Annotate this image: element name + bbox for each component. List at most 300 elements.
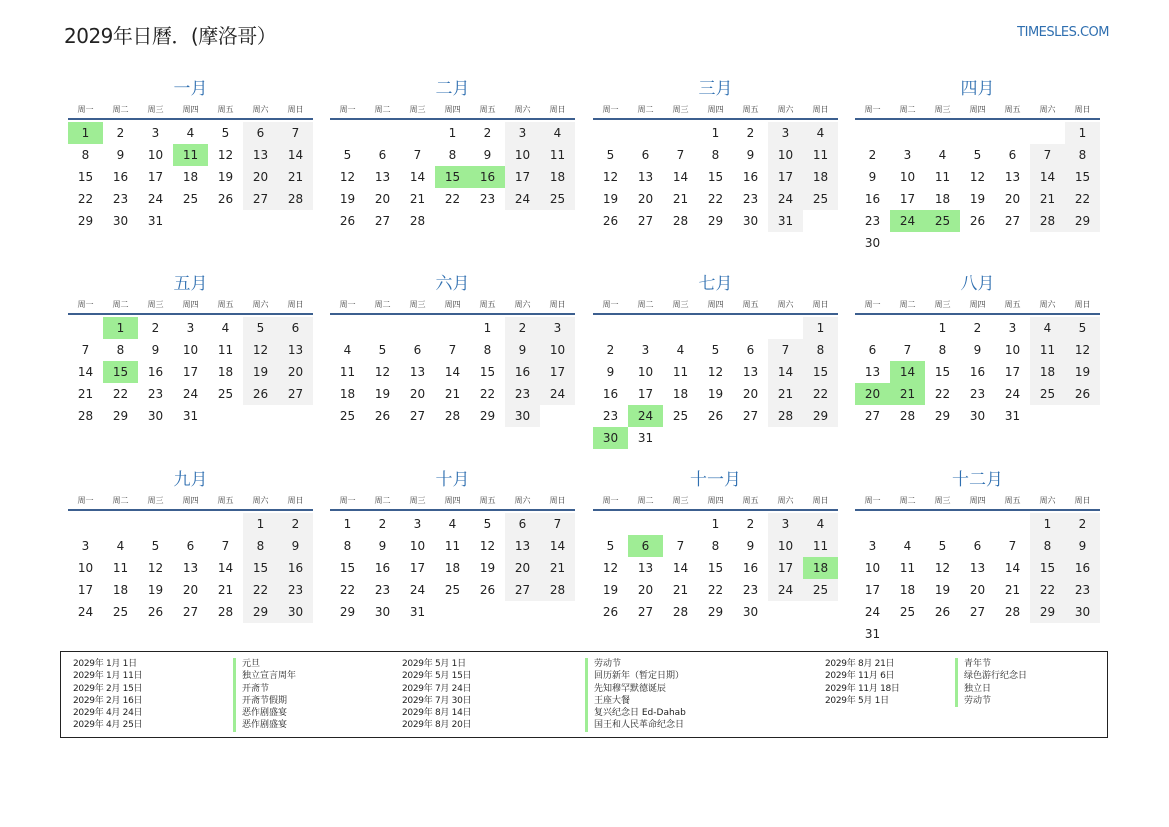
day-cell[interactable]: 22 (707, 583, 724, 597)
day-cell[interactable]: 3 (413, 517, 422, 531)
day-cell[interactable]: 7 (540, 513, 575, 535)
day-cell[interactable]: 9 (378, 539, 387, 553)
site-link[interactable]: TIMESLES.COM (1017, 25, 1109, 40)
day-cell[interactable]: 23 (147, 387, 164, 401)
day-cell[interactable]: 2 (746, 517, 755, 531)
day-cell[interactable]: 12 (1065, 339, 1100, 361)
day-cell[interactable]: 10 (637, 365, 654, 379)
day-cell[interactable]: 27 (864, 409, 881, 423)
day-cell[interactable]: 3 (1008, 321, 1017, 335)
day-cell[interactable]: 4 (343, 343, 352, 357)
day-cell[interactable]: 26 (602, 605, 619, 619)
day-cell[interactable]: 11 (899, 561, 916, 575)
day-cell[interactable]: 14 (444, 365, 461, 379)
day-cell[interactable]: 27 (182, 605, 199, 619)
day-cell[interactable]: 19 (934, 583, 951, 597)
day-cell[interactable]: 25 (444, 583, 461, 597)
day-cell[interactable]: 23 (278, 579, 313, 601)
day-cell[interactable]: 27 (637, 605, 654, 619)
day-cell[interactable]: 25 (803, 188, 838, 210)
day-cell[interactable]: 17 (540, 361, 575, 383)
day-cell[interactable]: 12 (217, 148, 234, 162)
day-cell[interactable]: 13 (637, 170, 654, 184)
day-cell[interactable]: 11 (1030, 339, 1065, 361)
day-cell[interactable]: 6 (641, 148, 650, 162)
day-cell[interactable]: 8 (1065, 144, 1100, 166)
day-cell[interactable]: 18 (934, 192, 951, 206)
day-cell[interactable]: 8 (711, 539, 720, 553)
day-cell[interactable]: 15 (707, 561, 724, 575)
day-cell[interactable]: 17 (505, 166, 540, 188)
day-cell[interactable]: 23 (479, 192, 496, 206)
day-cell[interactable]: 14 (77, 365, 94, 379)
day-cell[interactable]: 12 (374, 365, 391, 379)
day-cell[interactable]: 2 (505, 317, 540, 339)
day-cell[interactable]: 26 (374, 409, 391, 423)
day-cell[interactable]: 28 (1030, 210, 1065, 232)
day-cell[interactable]: 9 (746, 148, 755, 162)
day-cell[interactable]: 17 (768, 557, 803, 579)
day-cell[interactable]: 11 (540, 144, 575, 166)
day-cell[interactable]: 24 (628, 405, 663, 427)
day-cell[interactable]: 15 (1065, 166, 1100, 188)
day-cell[interactable]: 10 (899, 170, 916, 184)
day-cell[interactable]: 25 (803, 579, 838, 601)
day-cell[interactable]: 31 (1004, 409, 1021, 423)
day-cell[interactable]: 12 (339, 170, 356, 184)
day-cell[interactable]: 28 (768, 405, 803, 427)
day-cell[interactable]: 18 (339, 387, 356, 401)
day-cell[interactable]: 14 (278, 144, 313, 166)
day-cell[interactable]: 2 (116, 126, 125, 140)
day-cell[interactable]: 6 (973, 539, 982, 553)
day-cell[interactable]: 21 (444, 387, 461, 401)
day-cell[interactable]: 25 (112, 605, 129, 619)
day-cell[interactable]: 8 (116, 343, 125, 357)
day-cell[interactable]: 22 (1030, 579, 1065, 601)
day-cell[interactable]: 11 (217, 343, 234, 357)
day-cell[interactable]: 27 (505, 579, 540, 601)
day-cell[interactable]: 29 (243, 601, 278, 623)
day-cell[interactable]: 25 (672, 409, 689, 423)
day-cell[interactable]: 10 (409, 539, 426, 553)
day-cell[interactable]: 14 (409, 170, 426, 184)
day-cell[interactable]: 2 (973, 321, 982, 335)
day-cell[interactable]: 13 (278, 339, 313, 361)
day-cell[interactable]: 15 (103, 361, 138, 383)
day-cell[interactable]: 31 (409, 605, 426, 619)
day-cell[interactable]: 20 (969, 583, 986, 597)
day-cell[interactable]: 7 (81, 343, 90, 357)
day-cell[interactable]: 2 (746, 126, 755, 140)
day-cell[interactable]: 17 (637, 387, 654, 401)
day-cell[interactable]: 30 (1065, 601, 1100, 623)
day-cell[interactable]: 16 (505, 361, 540, 383)
day-cell[interactable]: 22 (112, 387, 129, 401)
day-cell[interactable]: 5 (221, 126, 230, 140)
day-cell[interactable]: 28 (672, 605, 689, 619)
day-cell[interactable]: 18 (672, 387, 689, 401)
day-cell[interactable]: 9 (483, 148, 492, 162)
day-cell[interactable]: 5 (151, 539, 160, 553)
day-cell[interactable]: 5 (606, 539, 615, 553)
day-cell[interactable]: 12 (243, 339, 278, 361)
day-cell[interactable]: 11 (173, 144, 208, 166)
day-cell[interactable]: 2 (278, 513, 313, 535)
day-cell[interactable]: 23 (602, 409, 619, 423)
day-cell[interactable]: 3 (540, 317, 575, 339)
day-cell[interactable]: 28 (409, 214, 426, 228)
day-cell[interactable]: 5 (973, 148, 982, 162)
day-cell[interactable]: 6 (1008, 148, 1017, 162)
day-cell[interactable]: 14 (672, 170, 689, 184)
day-cell[interactable]: 29 (707, 214, 724, 228)
day-cell[interactable]: 24 (1004, 387, 1021, 401)
day-cell[interactable]: 7 (676, 539, 685, 553)
day-cell[interactable]: 28 (444, 409, 461, 423)
day-cell[interactable]: 21 (672, 583, 689, 597)
day-cell[interactable]: 28 (899, 409, 916, 423)
day-cell[interactable]: 22 (339, 583, 356, 597)
day-cell[interactable]: 21 (1004, 583, 1021, 597)
day-cell[interactable]: 2 (483, 126, 492, 140)
day-cell[interactable]: 20 (505, 557, 540, 579)
day-cell[interactable]: 13 (505, 535, 540, 557)
day-cell[interactable]: 7 (1008, 539, 1017, 553)
day-cell[interactable]: 13 (182, 561, 199, 575)
day-cell[interactable]: 16 (742, 561, 759, 575)
day-cell[interactable]: 16 (864, 192, 881, 206)
day-cell[interactable]: 29 (339, 605, 356, 619)
day-cell[interactable]: 29 (707, 605, 724, 619)
day-cell[interactable]: 18 (899, 583, 916, 597)
day-cell[interactable]: 20 (409, 387, 426, 401)
day-cell[interactable]: 7 (221, 539, 230, 553)
day-cell[interactable]: 21 (278, 166, 313, 188)
day-cell[interactable]: 3 (186, 321, 195, 335)
day-cell[interactable]: 18 (112, 583, 129, 597)
day-cell[interactable]: 22 (479, 387, 496, 401)
day-cell[interactable]: 29 (1065, 210, 1100, 232)
day-cell[interactable]: 20 (637, 192, 654, 206)
day-cell[interactable]: 8 (803, 339, 838, 361)
day-cell[interactable]: 25 (182, 192, 199, 206)
day-cell[interactable]: 1 (448, 126, 457, 140)
day-cell[interactable]: 22 (1065, 188, 1100, 210)
day-cell[interactable]: 13 (374, 170, 391, 184)
day-cell[interactable]: 28 (77, 409, 94, 423)
day-cell[interactable]: 14 (540, 535, 575, 557)
day-cell[interactable]: 20 (742, 387, 759, 401)
day-cell[interactable]: 27 (374, 214, 391, 228)
day-cell[interactable]: 29 (934, 409, 951, 423)
day-cell[interactable]: 21 (217, 583, 234, 597)
day-cell[interactable]: 8 (711, 148, 720, 162)
day-cell[interactable]: 22 (77, 192, 94, 206)
day-cell[interactable]: 8 (483, 343, 492, 357)
day-cell[interactable]: 5 (483, 517, 492, 531)
day-cell[interactable]: 28 (1004, 605, 1021, 619)
day-cell[interactable]: 18 (803, 557, 838, 579)
day-cell[interactable]: 19 (1065, 361, 1100, 383)
day-cell[interactable]: 1 (1065, 122, 1100, 144)
day-cell[interactable]: 19 (707, 387, 724, 401)
day-cell[interactable]: 15 (1030, 557, 1065, 579)
day-cell[interactable]: 6 (186, 539, 195, 553)
day-cell[interactable]: 5 (243, 317, 278, 339)
day-cell[interactable]: 16 (147, 365, 164, 379)
day-cell[interactable]: 20 (243, 166, 278, 188)
day-cell[interactable]: 10 (540, 339, 575, 361)
day-cell[interactable]: 16 (1065, 557, 1100, 579)
day-cell[interactable]: 30 (969, 409, 986, 423)
day-cell[interactable]: 3 (641, 343, 650, 357)
day-cell[interactable]: 24 (505, 188, 540, 210)
day-cell[interactable]: 3 (505, 122, 540, 144)
day-cell[interactable]: 2 (378, 517, 387, 531)
day-cell[interactable]: 9 (116, 148, 125, 162)
day-cell[interactable]: 5 (938, 539, 947, 553)
day-cell[interactable]: 9 (151, 343, 160, 357)
day-cell[interactable]: 21 (768, 383, 803, 405)
day-cell[interactable]: 4 (803, 513, 838, 535)
day-cell[interactable]: 11 (803, 144, 838, 166)
day-cell[interactable]: 14 (217, 561, 234, 575)
day-cell[interactable]: 12 (934, 561, 951, 575)
day-cell[interactable]: 16 (278, 557, 313, 579)
day-cell[interactable]: 22 (803, 383, 838, 405)
day-cell[interactable]: 5 (711, 343, 720, 357)
day-cell[interactable]: 19 (602, 192, 619, 206)
day-cell[interactable]: 29 (77, 214, 94, 228)
day-cell[interactable]: 7 (278, 122, 313, 144)
day-cell[interactable]: 3 (768, 122, 803, 144)
day-cell[interactable]: 4 (938, 148, 947, 162)
day-cell[interactable]: 27 (742, 409, 759, 423)
day-cell[interactable]: 15 (707, 170, 724, 184)
day-cell[interactable]: 1 (343, 517, 352, 531)
day-cell[interactable]: 23 (742, 583, 759, 597)
day-cell[interactable]: 22 (444, 192, 461, 206)
day-cell[interactable]: 8 (1030, 535, 1065, 557)
day-cell[interactable]: 12 (147, 561, 164, 575)
day-cell[interactable]: 12 (479, 539, 496, 553)
day-cell[interactable]: 7 (448, 343, 457, 357)
day-cell[interactable]: 27 (278, 383, 313, 405)
day-cell[interactable]: 23 (1065, 579, 1100, 601)
day-cell[interactable]: 12 (707, 365, 724, 379)
day-cell[interactable]: 25 (925, 210, 960, 232)
day-cell[interactable]: 20 (278, 361, 313, 383)
day-cell[interactable]: 3 (81, 539, 90, 553)
day-cell[interactable]: 26 (147, 605, 164, 619)
day-cell[interactable]: 19 (602, 583, 619, 597)
day-cell[interactable]: 25 (217, 387, 234, 401)
day-cell[interactable]: 31 (768, 210, 803, 232)
day-cell[interactable]: 1 (711, 517, 720, 531)
day-cell[interactable]: 14 (768, 361, 803, 383)
day-cell[interactable]: 15 (803, 361, 838, 383)
day-cell[interactable]: 20 (855, 383, 890, 405)
day-cell[interactable]: 1 (483, 321, 492, 335)
day-cell[interactable]: 7 (676, 148, 685, 162)
day-cell[interactable]: 8 (243, 535, 278, 557)
day-cell[interactable]: 17 (1004, 365, 1021, 379)
day-cell[interactable]: 20 (182, 583, 199, 597)
day-cell[interactable]: 3 (903, 148, 912, 162)
day-cell[interactable]: 25 (899, 605, 916, 619)
day-cell[interactable]: 15 (339, 561, 356, 575)
day-cell[interactable]: 4 (221, 321, 230, 335)
day-cell[interactable]: 19 (374, 387, 391, 401)
day-cell[interactable]: 20 (637, 583, 654, 597)
day-cell[interactable]: 16 (374, 561, 391, 575)
day-cell[interactable]: 27 (969, 605, 986, 619)
day-cell[interactable]: 7 (903, 343, 912, 357)
day-cell[interactable]: 3 (151, 126, 160, 140)
day-cell[interactable]: 31 (182, 409, 199, 423)
day-cell[interactable]: 22 (243, 579, 278, 601)
day-cell[interactable]: 4 (186, 126, 195, 140)
day-cell[interactable]: 14 (672, 561, 689, 575)
day-cell[interactable]: 23 (374, 583, 391, 597)
day-cell[interactable]: 15 (243, 557, 278, 579)
day-cell[interactable]: 4 (676, 343, 685, 357)
day-cell[interactable]: 9 (606, 365, 615, 379)
day-cell[interactable]: 24 (864, 605, 881, 619)
day-cell[interactable]: 4 (116, 539, 125, 553)
day-cell[interactable]: 30 (864, 236, 881, 250)
day-cell[interactable]: 30 (112, 214, 129, 228)
day-cell[interactable]: 1 (803, 317, 838, 339)
day-cell[interactable]: 21 (672, 192, 689, 206)
day-cell[interactable]: 21 (1030, 188, 1065, 210)
day-cell[interactable]: 13 (969, 561, 986, 575)
day-cell[interactable]: 1 (103, 317, 138, 339)
day-cell[interactable]: 2 (868, 148, 877, 162)
day-cell[interactable]: 19 (479, 561, 496, 575)
day-cell[interactable]: 21 (409, 192, 426, 206)
day-cell[interactable]: 17 (147, 170, 164, 184)
day-cell[interactable]: 8 (938, 343, 947, 357)
day-cell[interactable]: 1 (1030, 513, 1065, 535)
day-cell[interactable]: 3 (868, 539, 877, 553)
day-cell[interactable]: 15 (435, 166, 470, 188)
day-cell[interactable]: 26 (602, 214, 619, 228)
day-cell[interactable]: 18 (182, 170, 199, 184)
day-cell[interactable]: 9 (973, 343, 982, 357)
day-cell[interactable]: 18 (1030, 361, 1065, 383)
day-cell[interactable]: 10 (77, 561, 94, 575)
day-cell[interactable]: 4 (1030, 317, 1065, 339)
day-cell[interactable]: 9 (505, 339, 540, 361)
day-cell[interactable]: 17 (899, 192, 916, 206)
day-cell[interactable]: 19 (147, 583, 164, 597)
day-cell[interactable]: 14 (1004, 561, 1021, 575)
day-cell[interactable]: 9 (746, 539, 755, 553)
day-cell[interactable]: 27 (637, 214, 654, 228)
day-cell[interactable]: 23 (112, 192, 129, 206)
day-cell[interactable]: 10 (182, 343, 199, 357)
day-cell[interactable]: 10 (147, 148, 164, 162)
day-cell[interactable]: 9 (868, 170, 877, 184)
day-cell[interactable]: 26 (707, 409, 724, 423)
day-cell[interactable]: 28 (278, 188, 313, 210)
day-cell[interactable]: 30 (147, 409, 164, 423)
day-cell[interactable]: 5 (606, 148, 615, 162)
day-cell[interactable]: 7 (768, 339, 803, 361)
day-cell[interactable]: 16 (742, 170, 759, 184)
day-cell[interactable]: 19 (243, 361, 278, 383)
day-cell[interactable]: 7 (413, 148, 422, 162)
day-cell[interactable]: 10 (768, 144, 803, 166)
day-cell[interactable]: 28 (217, 605, 234, 619)
day-cell[interactable]: 24 (768, 579, 803, 601)
day-cell[interactable]: 29 (803, 405, 838, 427)
day-cell[interactable]: 8 (81, 148, 90, 162)
day-cell[interactable]: 26 (217, 192, 234, 206)
day-cell[interactable]: 24 (409, 583, 426, 597)
day-cell[interactable]: 26 (969, 214, 986, 228)
day-cell[interactable]: 4 (448, 517, 457, 531)
day-cell[interactable]: 26 (479, 583, 496, 597)
day-cell[interactable]: 28 (672, 214, 689, 228)
day-cell[interactable]: 5 (343, 148, 352, 162)
day-cell[interactable]: 15 (479, 365, 496, 379)
day-cell[interactable]: 11 (112, 561, 129, 575)
day-cell[interactable]: 16 (470, 166, 505, 188)
day-cell[interactable]: 24 (768, 188, 803, 210)
day-cell[interactable]: 22 (934, 387, 951, 401)
day-cell[interactable]: 2 (151, 321, 160, 335)
day-cell[interactable]: 9 (1065, 535, 1100, 557)
day-cell[interactable]: 14 (1030, 166, 1065, 188)
day-cell[interactable]: 23 (864, 214, 881, 228)
day-cell[interactable]: 25 (339, 409, 356, 423)
day-cell[interactable]: 24 (147, 192, 164, 206)
day-cell[interactable]: 26 (243, 383, 278, 405)
day-cell[interactable]: 25 (1030, 383, 1065, 405)
day-cell[interactable]: 13 (243, 144, 278, 166)
day-cell[interactable]: 19 (339, 192, 356, 206)
day-cell[interactable]: 1 (243, 513, 278, 535)
day-cell[interactable]: 12 (969, 170, 986, 184)
day-cell[interactable]: 6 (746, 343, 755, 357)
day-cell[interactable]: 26 (1065, 383, 1100, 405)
day-cell[interactable]: 11 (339, 365, 356, 379)
day-cell[interactable]: 25 (540, 188, 575, 210)
day-cell[interactable]: 17 (77, 583, 94, 597)
day-cell[interactable]: 27 (243, 188, 278, 210)
day-cell[interactable]: 21 (890, 383, 925, 405)
day-cell[interactable]: 11 (672, 365, 689, 379)
day-cell[interactable]: 31 (637, 431, 654, 445)
day-cell[interactable]: 27 (1004, 214, 1021, 228)
day-cell[interactable]: 30 (505, 405, 540, 427)
day-cell[interactable]: 11 (444, 539, 461, 553)
day-cell[interactable]: 30 (742, 605, 759, 619)
day-cell[interactable]: 17 (182, 365, 199, 379)
day-cell[interactable]: 6 (868, 343, 877, 357)
day-cell[interactable]: 8 (448, 148, 457, 162)
day-cell[interactable]: 30 (278, 601, 313, 623)
day-cell[interactable]: 26 (339, 214, 356, 228)
day-cell[interactable]: 18 (217, 365, 234, 379)
day-cell[interactable]: 31 (147, 214, 164, 228)
day-cell[interactable]: 18 (803, 166, 838, 188)
day-cell[interactable]: 24 (77, 605, 94, 619)
day-cell[interactable]: 20 (374, 192, 391, 206)
